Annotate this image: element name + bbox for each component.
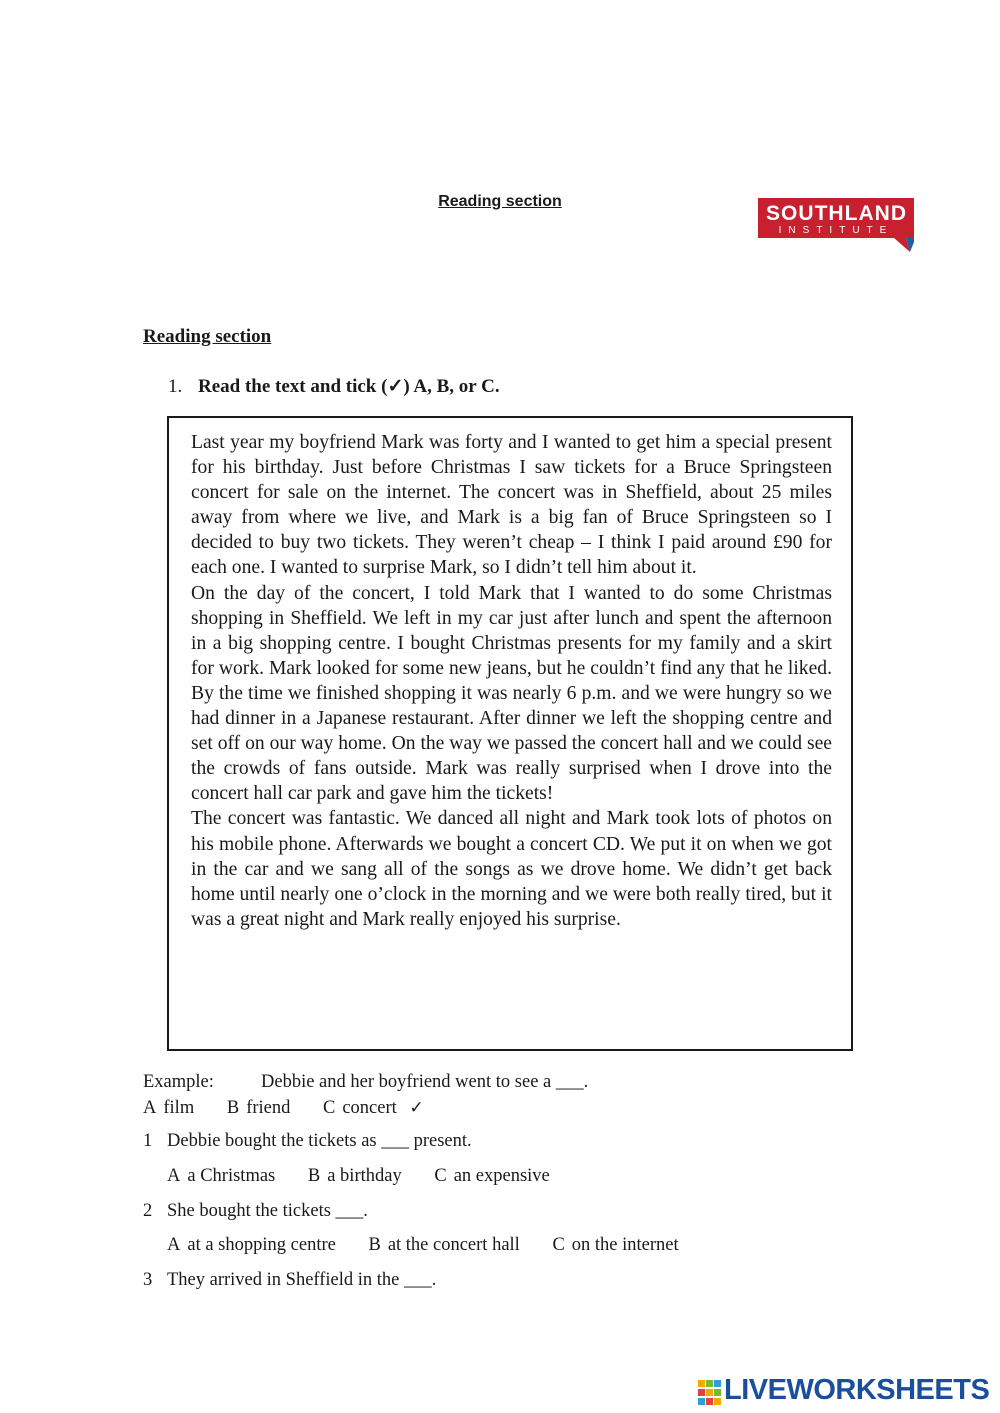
- question-2-text: She bought the tickets ___.: [167, 1201, 368, 1221]
- question-1-text: Debbie bought the tickets as ___ present.: [167, 1131, 472, 1151]
- question-1-option-a[interactable]: A a Christmas: [167, 1166, 276, 1186]
- example-text: Debbie and her boyfriend went to see a ___.: [261, 1072, 589, 1092]
- liveworksheets-brand: LIVEWORKSHEETS: [724, 1374, 990, 1406]
- logo-line1: SOUTHLAND: [766, 202, 906, 225]
- example-option-c[interactable]: C concert: [323, 1098, 397, 1118]
- instruction-number: 1.: [168, 376, 183, 397]
- question-1-options: [167, 1166, 578, 1187]
- tick-mark-icon: ✓: [409, 1098, 424, 1118]
- southland-institute-logo: [756, 196, 918, 256]
- header-title: Reading section: [438, 193, 562, 210]
- reading-passage-box: [167, 416, 853, 1051]
- instruction-text: Read the text and tick (✓) A, B, or C.: [198, 376, 500, 397]
- passage-paragraph-1: Last year my boyfriend Mark was forty and I wanted to get him a special present for his birthday. Just before Christmas I saw tickets for a Bruce Springsteen concert for sale on the internet. The concert was in Sheffield, about 25 miles away from where we live, and Mark is a big fan of Bruce Springsteen so I decided to buy two tickets. They weren’t cheap – I think I paid around £90 for each one. I wanted to surprise Mark, so I didn’t tell him about it.: [191, 432, 832, 579]
- question-3: 3 They arrived in Sheffield in the ___.: [143, 1270, 437, 1290]
- passage-paragraph-2: On the day of the concert, I told Mark that I wanted to do some Christmas shopping in Sheffield. We left in my car just after lunch and spent the afternoon in a big shopping centre. I bought Christmas presents for my family and a skirt for work. Mark looked for some new jeans, but he couldn’t find any that he liked. By the time we finished shopping it was nearly 6 p.m. and we were hungry so we had dinner in a Japanese restaurant. After dinner we left the shopping centre and set off on our way home. On the way we passed the concert hall and we could see the crowds of fans outside. Mark was really surprised when I drove into the concert hall car park and gave him the tickets!: [191, 582, 832, 805]
- example-label: Example:: [143, 1072, 214, 1092]
- question-1: 1 Debbie bought the tickets as ___ present.: [143, 1131, 472, 1151]
- passage-paragraph-3: The concert was fantastic. We danced all night and Mark took lots of photos on his mobile phone. Afterwards we bought a concert CD. We put it on when we got in the car and we sang all of the songs as we drove home. We didn’t get back home until nearly one o’clock in the morning and we were both really tired, but it was a great night and Mark really enjoyed his surprise.: [191, 808, 832, 930]
- question-3-text: They arrived in Sheffield in the ___.: [167, 1270, 437, 1290]
- example-question: [143, 1072, 588, 1093]
- question-2: 2 She bought the tickets ___.: [143, 1201, 368, 1221]
- liveworksheets-logo-icon: [698, 1380, 722, 1406]
- question-2-option-b[interactable]: B at the concert hall: [368, 1235, 520, 1255]
- example-option-a[interactable]: A film: [143, 1098, 195, 1118]
- question-1-option-b[interactable]: B a birthday: [307, 1166, 402, 1186]
- question-2-option-a[interactable]: A at a shopping centre: [167, 1235, 336, 1255]
- example-option-b[interactable]: B friend: [226, 1098, 291, 1118]
- instruction: [168, 375, 500, 398]
- logo-line2: INSTITUTE: [778, 225, 894, 236]
- question-1-option-c[interactable]: C an expensive: [434, 1166, 550, 1186]
- section-heading: Reading section: [143, 326, 272, 347]
- example-options: [143, 1098, 424, 1119]
- question-2-options: [167, 1235, 707, 1256]
- question-2-option-c[interactable]: C on the internet: [552, 1235, 679, 1255]
